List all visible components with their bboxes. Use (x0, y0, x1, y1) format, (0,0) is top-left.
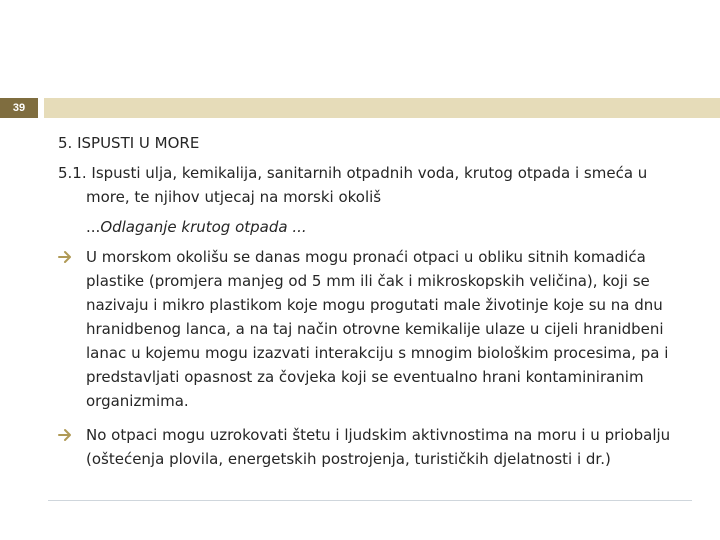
bullet-item (58, 245, 678, 413)
bottom-divider (48, 500, 692, 501)
slide-content (58, 131, 678, 471)
header-bar (0, 98, 720, 118)
arrow-right-icon (58, 247, 72, 267)
topic-prefix: ... (86, 218, 101, 236)
topic-suffix: ... (287, 218, 307, 236)
bullet-text: U morskom okolišu se danas mogu pronaći otpaci u obliku sitnih komadića plastike (promjera manjeg od 5 mm ili čak i mikroskopskih veličina), koji se nazivaju i mikro plastikom koje mogu progutati male životinje koje su na dnu hranidbenog lanca, a na taj način otrovne kemikalije ulaze u cijeli hranidbeni lanac u kojemu mogu izazvati interakciju s mnogim biološkim procesima, pa i predstavljati opasnost za čovjeka koji se eventualno hrani kontaminiranim organizmima. (86, 248, 669, 410)
section-heading: 5. ISPUSTI U MORE (58, 134, 200, 152)
topic-title: Odlaganje krutog otpada (100, 218, 288, 236)
slide-number: 39 (0, 98, 38, 118)
section-subheading: 5.1. Ispusti ulja, kemikalija, sanitarnih otpadnih voda, krutog otpada i smeća u more, te njihov utjecaj na morski okoliš (58, 164, 648, 206)
header-band (44, 98, 720, 118)
bullet-text: No otpaci mogu uzrokovati štetu i ljudskim aktivnostima na moru i u priobalju (oštećenja plovila, energetskih postrojenja, turističkih djelatnosti i dr.) (86, 426, 671, 468)
arrow-right-icon (58, 425, 72, 445)
bullet-item (58, 423, 678, 471)
topic-line (58, 215, 678, 239)
